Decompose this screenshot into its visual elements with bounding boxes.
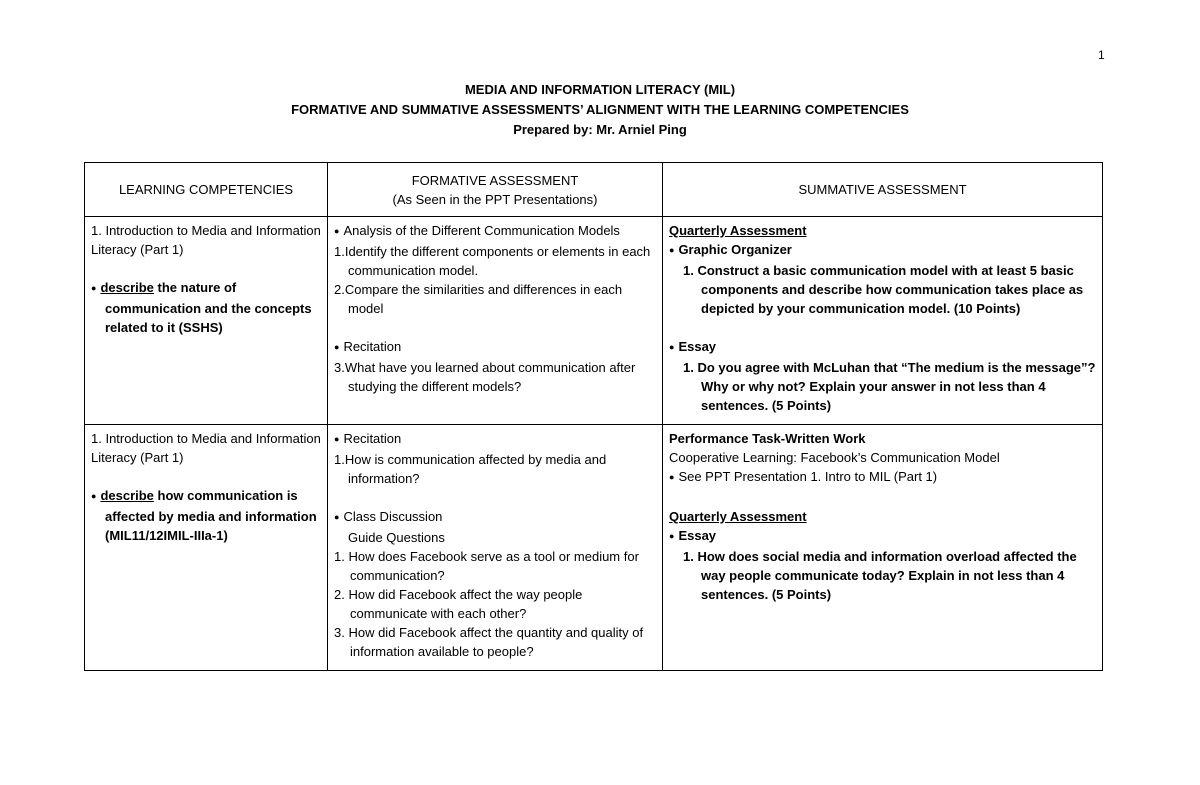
document-header bbox=[0, 80, 1200, 140]
table-row bbox=[85, 217, 1103, 425]
summative-bullet: ● Essay bbox=[669, 337, 1096, 358]
formative-question: 2. How did Facebook affect the way people communicate with each other? bbox=[334, 587, 583, 621]
competency-cell bbox=[85, 217, 328, 425]
competency-text: the nature of communication and the concepts related to it (SSHS) bbox=[105, 280, 312, 335]
document-subtitle: FORMATIVE AND SUMMATIVE ASSESSMENTS’ ALIGNMENT WITH THE LEARNING COMPETENCIES bbox=[291, 102, 909, 117]
summative-cell bbox=[663, 217, 1103, 425]
guide-questions-label: Guide Questions bbox=[348, 530, 445, 545]
summative-cell bbox=[663, 425, 1103, 671]
document-title: MEDIA AND INFORMATION LITERACY (MIL) bbox=[464, 82, 736, 97]
table-header-row bbox=[85, 163, 1103, 217]
summative-bullet: ● Essay bbox=[669, 526, 1096, 547]
summative-heading: Quarterly Assessment bbox=[669, 223, 807, 238]
formative-bullet: ● Class Discussion bbox=[334, 507, 656, 528]
assessment-table bbox=[84, 162, 1103, 671]
header-formative-note: (As Seen in the PPT Presentations) bbox=[392, 191, 598, 207]
formative-question: 1. How does Facebook serve as a tool or medium for communication? bbox=[334, 549, 639, 583]
document-author: Prepared by: Mr. Arniel Ping bbox=[513, 122, 687, 137]
competency-verb: describe bbox=[100, 280, 154, 295]
formative-question: 1.How is communication affected by media and information? bbox=[334, 452, 607, 486]
competency-title: 1. Introduction to Media and Information Literacy (Part 1) bbox=[91, 223, 321, 257]
header-learning-competencies: LEARNING COMPETENCIES bbox=[85, 163, 328, 217]
header-formative-title: FORMATIVE ASSESSMENT bbox=[411, 172, 579, 188]
page-number: 1 bbox=[1098, 48, 1105, 62]
formative-cell bbox=[328, 425, 663, 671]
formative-cell bbox=[328, 217, 663, 425]
competency-description bbox=[91, 486, 321, 545]
summative-item: 1. Do you agree with McLuhan that “The medium is the message”? Why or why not? Explain your answer in not less than 4 sentences. (5 Points) bbox=[683, 360, 1096, 413]
competency-text: how communication is affected by media and information (MIL11/12IMIL-IIIa-1) bbox=[105, 488, 317, 543]
summative-bullet: ● Graphic Organizer bbox=[669, 240, 1096, 261]
summative-heading: Performance Task-Written Work bbox=[669, 431, 866, 446]
competency-cell bbox=[85, 425, 328, 671]
formative-question: 3. How did Facebook affect the quantity and quality of information available to people? bbox=[334, 625, 644, 659]
formative-bullet: ● Recitation bbox=[334, 429, 656, 450]
summative-text: Cooperative Learning: Facebook’s Communication Model bbox=[669, 450, 1000, 465]
formative-question: 3.What have you learned about communication after studying the different models? bbox=[334, 360, 636, 394]
summative-bullet: ● See PPT Presentation 1. Intro to MIL (Part 1) bbox=[669, 467, 1096, 488]
summative-item: 1. How does social media and information overload affected the way people communicate today? Explain in not less than 4 sentences. (5 Points) bbox=[683, 549, 1077, 602]
header-formative-assessment bbox=[328, 163, 663, 217]
competency-verb: describe bbox=[100, 488, 154, 503]
competency-title: 1. Introduction to Media and Information Literacy (Part 1) bbox=[91, 431, 321, 465]
formative-bullet: ● Analysis of the Different Communication Models bbox=[334, 221, 656, 242]
summative-heading: Quarterly Assessment bbox=[669, 509, 807, 524]
table-row bbox=[85, 425, 1103, 671]
summative-item: 1. Construct a basic communication model with at least 5 basic components and describe how communication takes place as depicted by your communication model. (10 Points) bbox=[683, 263, 1084, 316]
competency-description bbox=[91, 278, 321, 337]
formative-bullet: ● Recitation bbox=[334, 337, 656, 358]
header-summative-assessment: SUMMATIVE ASSESSMENT bbox=[663, 163, 1103, 217]
formative-question: 1.Identify the different components or elements in each communication model. bbox=[334, 244, 651, 278]
formative-question: 2.Compare the similarities and differences in each model bbox=[334, 282, 623, 316]
